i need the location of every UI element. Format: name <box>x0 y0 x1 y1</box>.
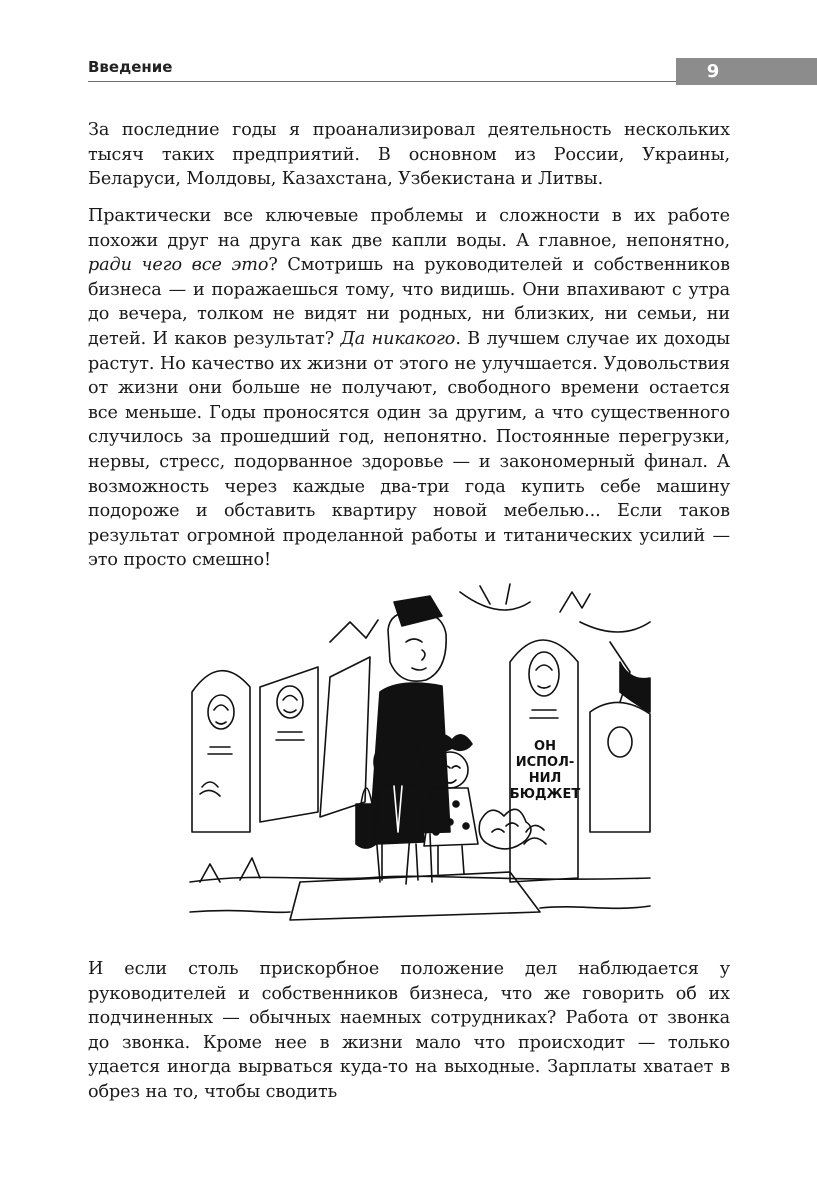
inscription-line-4: БЮДЖЕТ <box>509 787 581 802</box>
paragraph-2-text-a: Практически все ключевые проблемы и сложности в их работе похожи друг на друга как две капли воды. А главное, непонятно, <box>88 206 730 251</box>
inscription-line-3: НИЛ <box>528 771 562 786</box>
tombstone-right <box>590 702 650 832</box>
cemetery-cartoon-illustration <box>180 582 660 930</box>
header-rule <box>88 81 678 82</box>
path-slab <box>290 872 540 920</box>
paragraph-2-italic-1: ради чего все это <box>88 255 269 276</box>
paragraph-2-italic-2: Да никакого <box>340 328 456 349</box>
running-head: Введение <box>88 58 173 76</box>
inscription-line-2: ИСПОЛ- <box>515 755 575 770</box>
paragraph-2-text-c: . В лучшем случае их доходы растут. Но качество их жизни от этого не улучшается. Удовольствия от жизни они больше не получают, свободного времени остается все меньше. Годы проносятся один за другим, а что существенного случилось за прошедший год, непонятно. Постоянные перегрузки, нервы, стресс, подорванное здоровье — и закономерный финал. А возможность через каждые два-три года купить себе машину подороже и обставить квартиру новой мебелью... Если таков результат огромной проделанной работы и титанических усилий — это просто смешно! <box>88 328 730 571</box>
paragraph-1: За последние годы я проанализировал деятельность нескольких тысяч таких предприятий. В основном из России, Украины, Беларуси, Молдовы, Казахстана, Узбекистана и Литвы. <box>88 120 730 190</box>
flower-bush <box>479 809 531 849</box>
tombstone-second <box>260 667 318 822</box>
paragraph-3: И если столь прискорбное положение дел наблюдается у руководителей и собственников бизнеса, что же говорить об их подчиненных — обычных наемных сотрудниках? Работа от звонка до звонка. Кроме нее в жизни мало что происходит — только удается иногда вырваться куда-то на выходные. Зарплаты хватает в обрез на то, чтобы сводить <box>88 959 730 1102</box>
paragraph-2-text-b: ? Смотришь на руководителей и собственников бизнеса — и поражаешься тому, что видишь. Они впахивают с утра до вечера, толком не видят ни родных, ни близких, ни семьи, ни детей. И каков результат? <box>88 255 730 349</box>
inscription-line-1: ОН <box>534 739 556 754</box>
paragraph-2 <box>88 204 730 573</box>
page-number: 9 <box>706 61 720 82</box>
